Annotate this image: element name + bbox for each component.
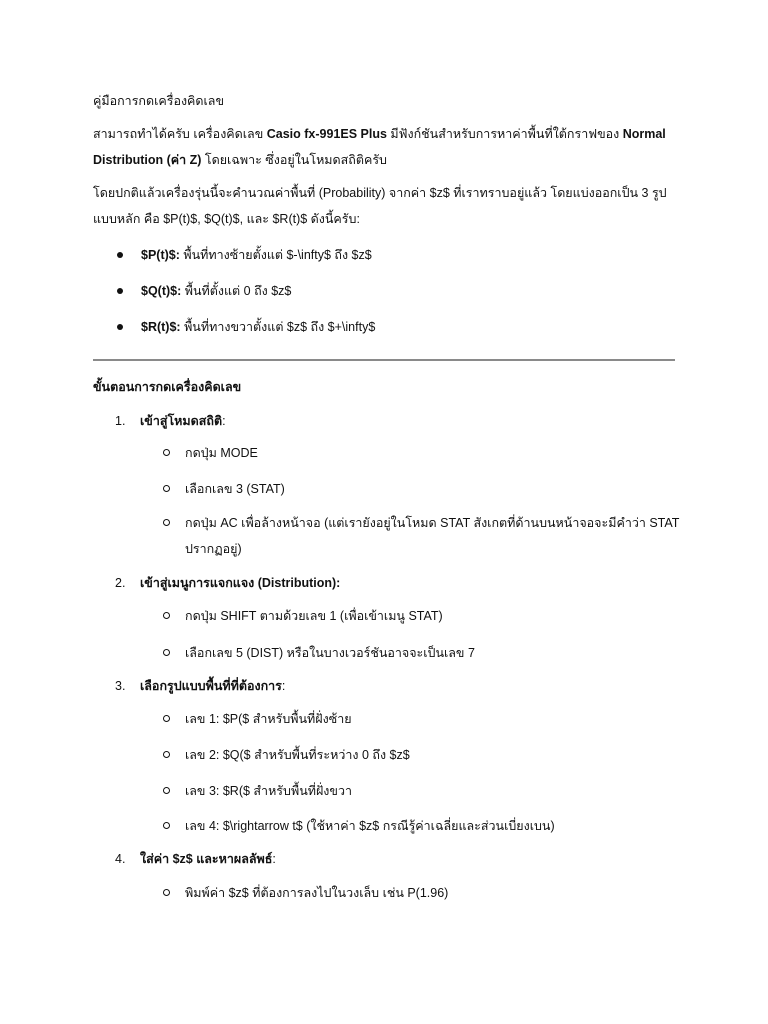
bullet-desc: พื้นที่ทางซ้ายตั้งแต่ $-\infty$ ถึง $z$ [179,248,372,262]
step-title: เข้าสู่เมนูการแจกแจง (Distribution): [140,576,341,590]
circle-bullet-icon [163,449,170,456]
circle-bullet-icon [163,612,170,619]
subitem-text: เลือกเลข 3 (STAT) [185,482,285,496]
circle-bullet-icon [163,485,170,492]
bullet-desc: พื้นที่ทางขวาตั้งแต่ $z$ ถึง $+\infty$ [180,320,376,334]
bullet-term: $Q(t)$: [141,284,182,298]
step-heading [115,849,276,869]
intro-paragraph [93,121,683,173]
intro-text-3: โดยเฉพาะ ซึ่งอยู่ในโหมดสถิติครับ [201,153,387,167]
step-number: 3. [115,679,126,693]
steps-heading: ขั้นตอนการกดเครื่องคิดเลข [93,380,242,394]
subitem-text: กดปุ่ม MODE [185,446,258,460]
circle-bullet-icon [163,519,170,526]
distribution-term: Normal Distribution (ค่า Z) [93,127,666,167]
subitem-text: พิมพ์ค่า $z$ ที่ต้องการลงไปในวงเล็บ เช่น P(1.96) [185,886,449,900]
calculator-model: Casio fx-991ES Plus [266,127,387,141]
step-heading [115,411,226,431]
circle-bullet-icon [163,822,170,829]
bullet-item [117,317,375,337]
circle-bullet-icon [163,715,170,722]
step-number: 1. [115,414,126,428]
explain-paragraph: โดยปกติแล้วเครื่องรุ่นนี้จะคำนวณค่าพื้นที่ (Probability) จากค่า $z$ ที่เราทราบอยู่แล้ว โดยแบ่งออกเป็น 3 รูปแบบหลัก คือ $P(t)$, $Q(t)$, และ $R(t)$ ดังนี้ครับ: [93,186,667,226]
step-suffix: : [281,679,286,693]
step-suffix: : [272,852,276,866]
step-number: 4. [115,852,126,866]
step-subitem [163,640,683,666]
step-number: 2. [115,576,126,590]
subitem-text: เลข 3: $R($ สำหรับพื้นที่ฝั่งขวา [185,784,352,798]
step-subitem [163,813,683,839]
subitem-text: เลข 1: $P($ สำหรับพื้นที่ฝั่งซ้าย [185,712,352,726]
circle-bullet-icon [163,751,170,758]
intro-text-2: มีฟังก์ชันสำหรับการหาค่าพื้นที่ใต้กราฟของ [386,127,623,141]
circle-bullet-icon [163,889,170,896]
intro-text-1: สามารถทำได้ครับ เครื่องคิดเลข [93,127,267,141]
bullet-dot-icon [117,252,123,258]
step-subitem [163,603,683,629]
step-subitem [163,778,683,804]
bullet-dot-icon [117,288,123,294]
subitem-text: กดปุ่ม SHIFT ตามด้วยเลข 1 (เพื่อเข้าเมนู STAT) [185,609,443,623]
step-subitem [163,440,683,466]
bullet-item [117,245,372,265]
step-subitem [163,706,683,732]
subitem-text: เลือกเลข 5 (DIST) หรือในบางเวอร์ชันอาจจะเป็นเลข 7 [185,646,475,660]
step-heading [115,676,285,696]
document-title: คู่มือการกดเครื่องคิดเลข [93,94,225,108]
step-title: เข้าสู่โหมดสถิติ [140,414,223,428]
step-heading [115,573,340,593]
step-title: เลือกรูปแบบพื้นที่ที่ต้องการ [140,679,282,693]
step-title: ใส่ค่า $z$ และหาผลลัพธ์ [140,852,273,866]
bullet-desc: พื้นที่ตั้งแต่ 0 ถึง $z$ [181,284,292,298]
bullet-term: $R(t)$: [141,320,181,334]
bullet-item [117,281,291,301]
step-subitem [163,510,683,562]
subitem-text: กดปุ่ม AC เพื่อล้างหน้าจอ (แต่เรายังอยู่ในโหมด STAT สังเกตที่ด้านบนหน้าจอจะมีคำว่า STAT ปรากฏอยู่) [185,516,680,556]
subitem-text: เลข 4: $\rightarrow t$ (ใช้หาค่า $z$ กรณีรู้ค่าเฉลี่ยและส่วนเบี่ยงเบน) [185,819,555,833]
bullet-term: $P(t)$: [141,248,180,262]
circle-bullet-icon [163,649,170,656]
horizontal-divider [93,359,675,361]
step-subitem [163,476,683,502]
step-suffix: : [222,414,226,428]
step-subitem [163,742,683,768]
step-subitem [163,880,683,906]
subitem-text: เลข 2: $Q($ สำหรับพื้นที่ระหว่าง 0 ถึง $z$ [185,748,410,762]
bullet-dot-icon [117,324,123,330]
circle-bullet-icon [163,787,170,794]
